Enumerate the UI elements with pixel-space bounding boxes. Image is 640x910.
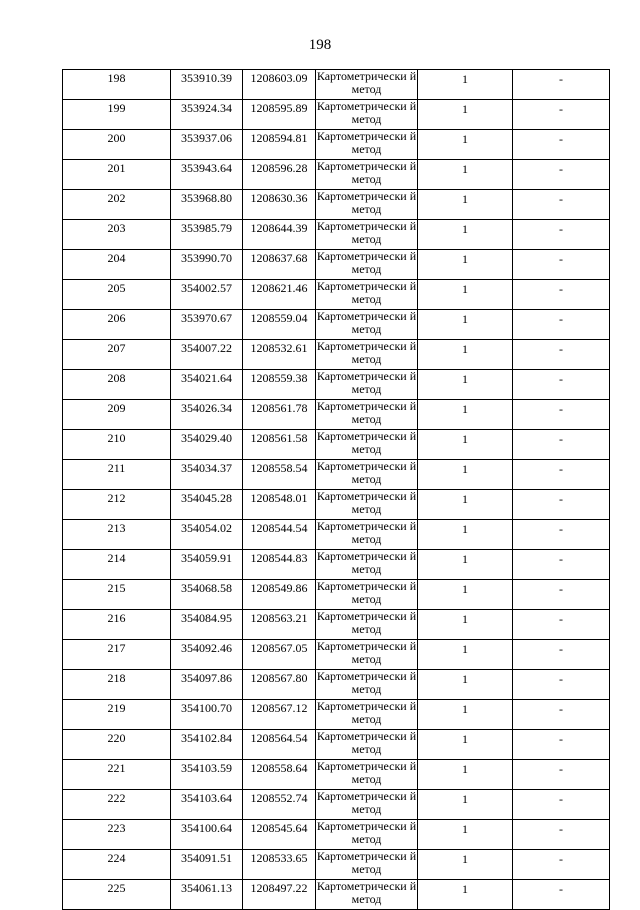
y-coordinate-cell: 1208558.64 (243, 760, 316, 790)
point-number-cell: 216 (63, 610, 171, 640)
method-cell: Картометрически й метод (316, 310, 418, 340)
table-row (63, 100, 610, 130)
y-coordinate-cell: 1208558.54 (243, 460, 316, 490)
y-coordinate-cell: 1208637.68 (243, 250, 316, 280)
point-number-cell: 202 (63, 190, 171, 220)
method-cell: Картометрически й метод (316, 160, 418, 190)
table-row (63, 490, 610, 520)
x-coordinate-cell: 354021.64 (171, 370, 243, 400)
x-coordinate-cell: 354061.13 (171, 880, 243, 910)
table-row (63, 850, 610, 880)
table-row (63, 610, 610, 640)
description-cell: - (513, 760, 610, 790)
y-coordinate-cell: 1208548.01 (243, 490, 316, 520)
accuracy-cell: 1 (418, 400, 513, 430)
description-cell: - (513, 370, 610, 400)
table-row (63, 670, 610, 700)
y-coordinate-cell: 1208544.83 (243, 550, 316, 580)
method-cell: Картометрически й метод (316, 250, 418, 280)
table-row (63, 820, 610, 850)
coordinates-table-body (63, 70, 610, 910)
x-coordinate-cell: 354103.59 (171, 760, 243, 790)
point-number-cell: 218 (63, 670, 171, 700)
description-cell: - (513, 820, 610, 850)
x-coordinate-cell: 354100.70 (171, 700, 243, 730)
x-coordinate-cell: 354059.91 (171, 550, 243, 580)
description-cell: - (513, 610, 610, 640)
method-cell: Картометрически й метод (316, 220, 418, 250)
x-coordinate-cell: 354045.28 (171, 490, 243, 520)
description-cell: - (513, 340, 610, 370)
description-cell: - (513, 310, 610, 340)
point-number-cell: 222 (63, 790, 171, 820)
table-row (63, 340, 610, 370)
y-coordinate-cell: 1208564.54 (243, 730, 316, 760)
table-row (63, 310, 610, 340)
point-number-cell: 205 (63, 280, 171, 310)
description-cell: - (513, 880, 610, 910)
point-number-cell: 208 (63, 370, 171, 400)
description-cell: - (513, 790, 610, 820)
point-number-cell: 198 (63, 70, 171, 100)
table-row (63, 760, 610, 790)
table-row (63, 370, 610, 400)
accuracy-cell: 1 (418, 580, 513, 610)
method-cell: Картометрически й метод (316, 610, 418, 640)
method-cell: Картометрически й метод (316, 490, 418, 520)
table-row (63, 880, 610, 910)
point-number-cell: 220 (63, 730, 171, 760)
y-coordinate-cell: 1208595.89 (243, 100, 316, 130)
x-coordinate-cell: 353937.06 (171, 130, 243, 160)
description-cell: - (513, 130, 610, 160)
y-coordinate-cell: 1208545.64 (243, 820, 316, 850)
accuracy-cell: 1 (418, 430, 513, 460)
method-cell: Картометрически й метод (316, 550, 418, 580)
table-row (63, 220, 610, 250)
point-number-cell: 201 (63, 160, 171, 190)
description-cell: - (513, 400, 610, 430)
description-cell: - (513, 640, 610, 670)
y-coordinate-cell: 1208567.12 (243, 700, 316, 730)
point-number-cell: 219 (63, 700, 171, 730)
coordinates-table (62, 69, 610, 910)
accuracy-cell: 1 (418, 310, 513, 340)
method-cell: Картометрически й метод (316, 760, 418, 790)
accuracy-cell: 1 (418, 460, 513, 490)
table-row (63, 730, 610, 760)
point-number-cell: 209 (63, 400, 171, 430)
method-cell: Картометрически й метод (316, 640, 418, 670)
x-coordinate-cell: 354026.34 (171, 400, 243, 430)
point-number-cell: 217 (63, 640, 171, 670)
table-row (63, 460, 610, 490)
point-number-cell: 203 (63, 220, 171, 250)
y-coordinate-cell: 1208567.80 (243, 670, 316, 700)
description-cell: - (513, 550, 610, 580)
method-cell: Картометрически й метод (316, 70, 418, 100)
table-row (63, 130, 610, 160)
method-cell: Картометрически й метод (316, 670, 418, 700)
y-coordinate-cell: 1208563.21 (243, 610, 316, 640)
method-cell: Картометрически й метод (316, 190, 418, 220)
y-coordinate-cell: 1208644.39 (243, 220, 316, 250)
method-cell: Картометрически й метод (316, 370, 418, 400)
method-cell: Картометрически й метод (316, 520, 418, 550)
x-coordinate-cell: 354091.51 (171, 850, 243, 880)
accuracy-cell: 1 (418, 70, 513, 100)
table-row (63, 640, 610, 670)
description-cell: - (513, 730, 610, 760)
point-number-cell: 224 (63, 850, 171, 880)
x-coordinate-cell: 353985.79 (171, 220, 243, 250)
method-cell: Картометрически й метод (316, 280, 418, 310)
accuracy-cell: 1 (418, 370, 513, 400)
table-row (63, 160, 610, 190)
method-cell: Картометрически й метод (316, 460, 418, 490)
table-row (63, 580, 610, 610)
table-row (63, 790, 610, 820)
point-number-cell: 214 (63, 550, 171, 580)
accuracy-cell: 1 (418, 880, 513, 910)
description-cell: - (513, 700, 610, 730)
accuracy-cell: 1 (418, 490, 513, 520)
description-cell: - (513, 490, 610, 520)
description-cell: - (513, 670, 610, 700)
accuracy-cell: 1 (418, 190, 513, 220)
description-cell: - (513, 850, 610, 880)
y-coordinate-cell: 1208567.05 (243, 640, 316, 670)
method-cell: Картометрически й метод (316, 820, 418, 850)
description-cell: - (513, 430, 610, 460)
accuracy-cell: 1 (418, 700, 513, 730)
point-number-cell: 199 (63, 100, 171, 130)
y-coordinate-cell: 1208603.09 (243, 70, 316, 100)
description-cell: - (513, 460, 610, 490)
x-coordinate-cell: 353924.34 (171, 100, 243, 130)
description-cell: - (513, 100, 610, 130)
x-coordinate-cell: 354029.40 (171, 430, 243, 460)
x-coordinate-cell: 354102.84 (171, 730, 243, 760)
method-cell: Картометрически й метод (316, 730, 418, 760)
point-number-cell: 223 (63, 820, 171, 850)
x-coordinate-cell: 353910.39 (171, 70, 243, 100)
x-coordinate-cell: 354068.58 (171, 580, 243, 610)
y-coordinate-cell: 1208630.36 (243, 190, 316, 220)
point-number-cell: 212 (63, 490, 171, 520)
page-number: 198 (308, 37, 332, 53)
table-row (63, 280, 610, 310)
method-cell: Картометрически й метод (316, 430, 418, 460)
point-number-cell: 221 (63, 760, 171, 790)
x-coordinate-cell: 353990.70 (171, 250, 243, 280)
x-coordinate-cell: 354034.37 (171, 460, 243, 490)
y-coordinate-cell: 1208532.61 (243, 340, 316, 370)
x-coordinate-cell: 354100.64 (171, 820, 243, 850)
method-cell: Картометрически й метод (316, 700, 418, 730)
accuracy-cell: 1 (418, 790, 513, 820)
accuracy-cell: 1 (418, 520, 513, 550)
x-coordinate-cell: 353968.80 (171, 190, 243, 220)
accuracy-cell: 1 (418, 220, 513, 250)
accuracy-cell: 1 (418, 250, 513, 280)
description-cell: - (513, 70, 610, 100)
method-cell: Картометрически й метод (316, 580, 418, 610)
accuracy-cell: 1 (418, 850, 513, 880)
point-number-cell: 210 (63, 430, 171, 460)
table-row (63, 700, 610, 730)
accuracy-cell: 1 (418, 550, 513, 580)
point-number-cell: 225 (63, 880, 171, 910)
y-coordinate-cell: 1208594.81 (243, 130, 316, 160)
y-coordinate-cell: 1208497.22 (243, 880, 316, 910)
point-number-cell: 215 (63, 580, 171, 610)
accuracy-cell: 1 (418, 340, 513, 370)
method-cell: Картометрически й метод (316, 100, 418, 130)
accuracy-cell: 1 (418, 820, 513, 850)
method-cell: Картометрически й метод (316, 850, 418, 880)
y-coordinate-cell: 1208544.54 (243, 520, 316, 550)
method-cell: Картометрически й метод (316, 880, 418, 910)
accuracy-cell: 1 (418, 610, 513, 640)
table-row (63, 520, 610, 550)
y-coordinate-cell: 1208561.58 (243, 430, 316, 460)
x-coordinate-cell: 353970.67 (171, 310, 243, 340)
description-cell: - (513, 220, 610, 250)
table-row (63, 70, 610, 100)
description-cell: - (513, 160, 610, 190)
description-cell: - (513, 520, 610, 550)
y-coordinate-cell: 1208559.38 (243, 370, 316, 400)
point-number-cell: 213 (63, 520, 171, 550)
table-row (63, 250, 610, 280)
point-number-cell: 207 (63, 340, 171, 370)
accuracy-cell: 1 (418, 670, 513, 700)
x-coordinate-cell: 354103.64 (171, 790, 243, 820)
y-coordinate-cell: 1208596.28 (243, 160, 316, 190)
x-coordinate-cell: 354092.46 (171, 640, 243, 670)
table-row (63, 430, 610, 460)
description-cell: - (513, 250, 610, 280)
description-cell: - (513, 280, 610, 310)
method-cell: Картометрически й метод (316, 400, 418, 430)
accuracy-cell: 1 (418, 760, 513, 790)
table-row (63, 400, 610, 430)
accuracy-cell: 1 (418, 160, 513, 190)
table-row (63, 190, 610, 220)
x-coordinate-cell: 354054.02 (171, 520, 243, 550)
description-cell: - (513, 190, 610, 220)
x-coordinate-cell: 354097.86 (171, 670, 243, 700)
accuracy-cell: 1 (418, 100, 513, 130)
point-number-cell: 204 (63, 250, 171, 280)
y-coordinate-cell: 1208559.04 (243, 310, 316, 340)
x-coordinate-cell: 353943.64 (171, 160, 243, 190)
accuracy-cell: 1 (418, 730, 513, 760)
accuracy-cell: 1 (418, 280, 513, 310)
method-cell: Картометрически й метод (316, 130, 418, 160)
point-number-cell: 200 (63, 130, 171, 160)
point-number-cell: 206 (63, 310, 171, 340)
table-row (63, 550, 610, 580)
x-coordinate-cell: 354084.95 (171, 610, 243, 640)
accuracy-cell: 1 (418, 130, 513, 160)
y-coordinate-cell: 1208549.86 (243, 580, 316, 610)
method-cell: Картометрически й метод (316, 790, 418, 820)
description-cell: - (513, 580, 610, 610)
x-coordinate-cell: 354007.22 (171, 340, 243, 370)
point-number-cell: 211 (63, 460, 171, 490)
y-coordinate-cell: 1208621.46 (243, 280, 316, 310)
y-coordinate-cell: 1208533.65 (243, 850, 316, 880)
x-coordinate-cell: 354002.57 (171, 280, 243, 310)
accuracy-cell: 1 (418, 640, 513, 670)
method-cell: Картометрически й метод (316, 340, 418, 370)
y-coordinate-cell: 1208561.78 (243, 400, 316, 430)
y-coordinate-cell: 1208552.74 (243, 790, 316, 820)
